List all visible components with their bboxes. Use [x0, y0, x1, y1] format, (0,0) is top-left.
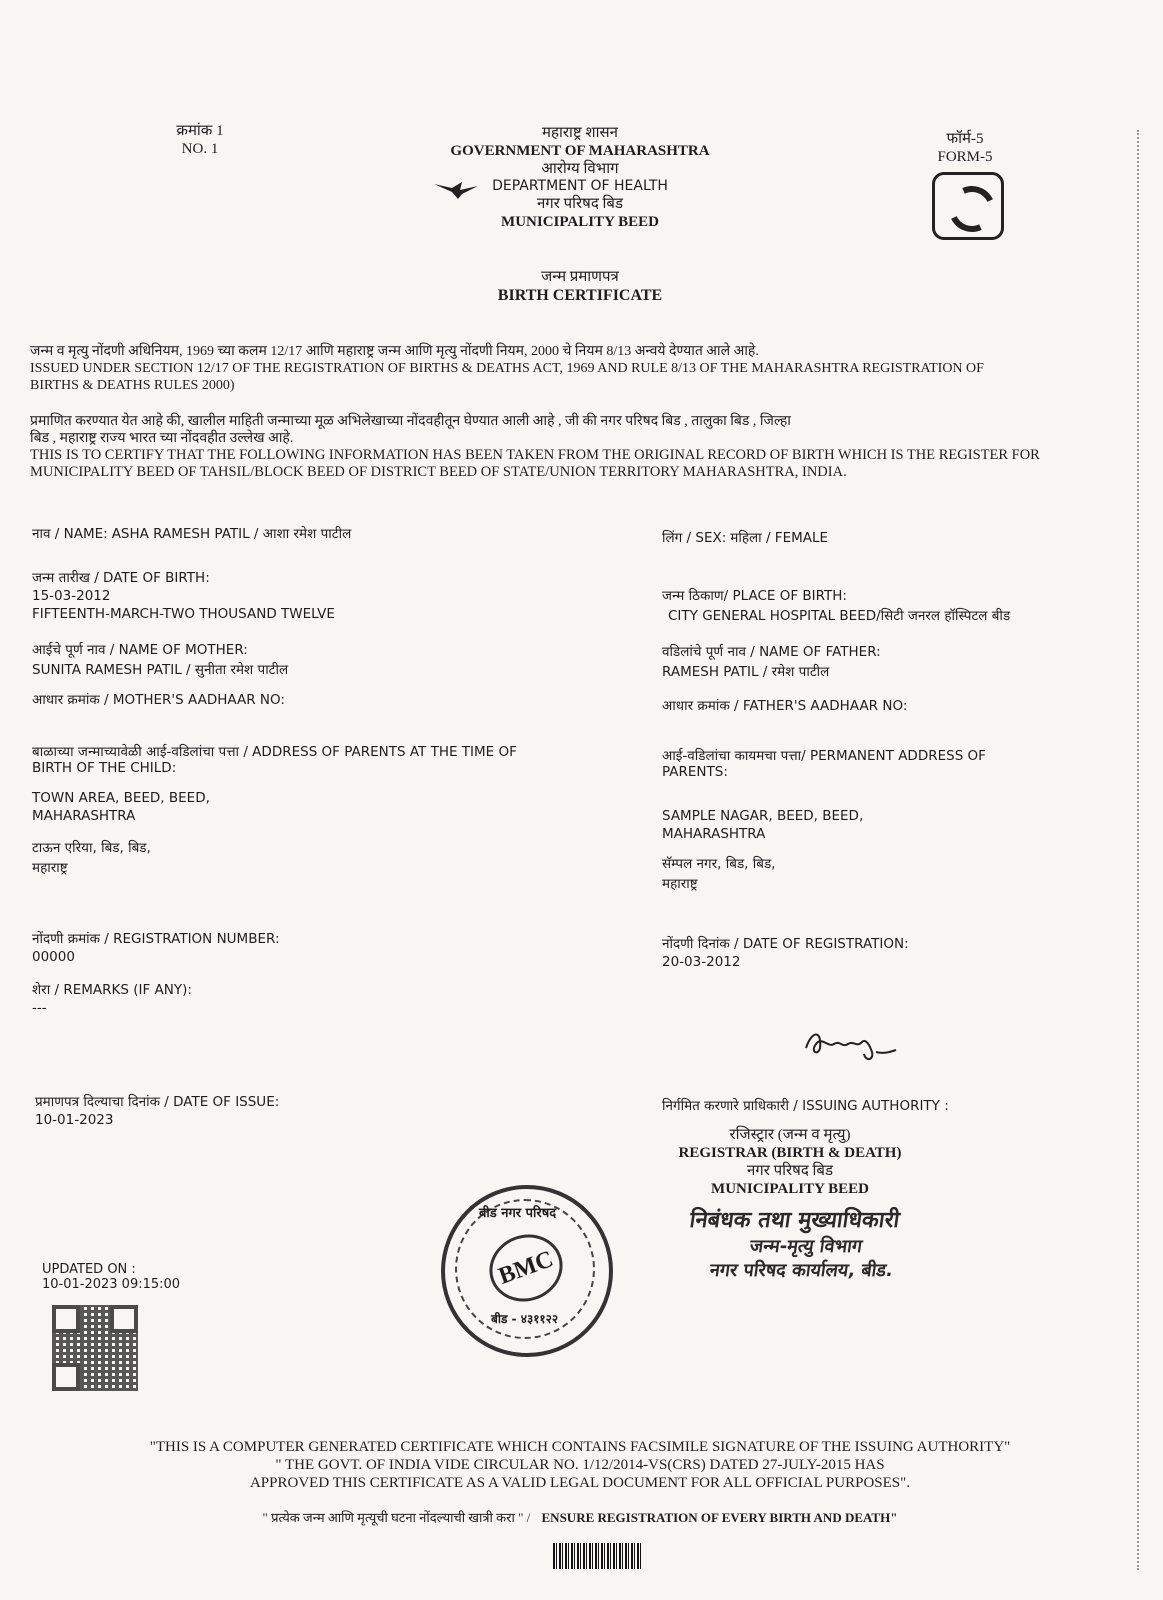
permanent-address-mr-line1: सॅम्पल नगर, बिड, बिड, — [662, 856, 776, 872]
name-value: ASHA RAMESH PATIL / आशा रमेश पाटील — [111, 526, 352, 542]
number-label-en: NO. 1 — [181, 141, 219, 157]
sex-label: लिंग / SEX: — [662, 530, 727, 546]
page-edge-border — [1137, 130, 1141, 1570]
father-name-label: वडिलांचे पूर्ण नाव / NAME OF FATHER: — [662, 644, 881, 660]
footer-line-3: APPROVED THIS CERTIFICATE AS A VALID LEGAL DOCUMENT FOR ALL OFFICIAL PURPOSES". — [249, 1475, 911, 1491]
father-aadhaar-field — [662, 696, 907, 714]
place-of-birth-field — [662, 586, 1010, 624]
registrar-municipality-en: MUNICIPALITY BEED — [711, 1181, 869, 1197]
official-name-stamp — [690, 1204, 1010, 1282]
permanent-address-label-line2: PARENTS: — [662, 764, 728, 780]
facsimile-signature — [800, 1018, 900, 1066]
registrar-municipality-mr: नगर परिषद बिड — [746, 1163, 834, 1179]
mother-aadhaar-label: आधार क्रमांक / MOTHER'S AADHAAR NO: — [32, 692, 285, 708]
footer-line-1: "THIS IS A COMPUTER GENERATED CERTIFICATE WHICH CONTAINS FACSIMILE SIGNATURE OF THE ISSUING AUTHORITY" — [149, 1439, 1011, 1455]
title-en: BIRTH CERTIFICATE — [497, 287, 663, 304]
municipal-seal — [441, 1185, 613, 1357]
dob-label: जन्म तारीख / DATE OF BIRTH: — [32, 570, 210, 586]
place-of-birth-value: CITY GENERAL HOSPITAL BEED/सिटी जनरल हॉस्पिटल बीड — [668, 608, 1011, 624]
registrar-title-mr: रजिस्ट्रार (जन्म व मृत्यु) — [729, 1127, 851, 1143]
family-welfare-emblem-icon — [932, 172, 1004, 240]
remarks-field — [32, 980, 192, 1016]
remarks-value: --- — [32, 1000, 47, 1016]
govt-name-en: GOVERNMENT OF MAHARASHTRA — [450, 143, 710, 159]
mother-name-label: आईचे पूर्ण नाव / NAME OF MOTHER: — [32, 642, 248, 658]
seal-ring-text: बीड नगर परिषद — [479, 1206, 557, 1221]
title-mr: जन्म प्रमाणपत्र — [541, 269, 619, 285]
father-name-value: RAMESH PATIL / रमेश पाटील — [662, 664, 830, 680]
registrar-title-en: REGISTRAR (BIRTH & DEATH) — [678, 1145, 902, 1161]
issued-under-mr: जन्म व मृत्यु नोंदणी अधिनियम, 1969 च्या कलम 12/17 आणि महाराष्ट्र जन्म आणि मृत्यु नोंदणी नियम, 2000 चे नियम 8/13 अन्वये देण्यात आले आहे. — [30, 344, 759, 359]
bird-emblem-icon — [432, 178, 480, 200]
stamp-line-2: जन्म-मृत्यु विभाग — [748, 1236, 864, 1257]
date-of-birth-field — [32, 568, 335, 622]
form-label-en: FORM-5 — [937, 149, 993, 165]
barcode — [553, 1543, 641, 1569]
sex-value: महिला / FEMALE — [730, 530, 829, 546]
certification-statement — [30, 413, 1120, 481]
father-name-field — [662, 642, 881, 680]
certify-en-line1: THIS IS TO CERTIFY THAT THE FOLLOWING INFORMATION HAS BEEN TAKEN FROM THE ORIGINAL RECORD OF BIRTH WHICH IS THE REGISTER FOR — [30, 447, 1040, 463]
permanent-address-mr-line2: महाराष्ट्र — [662, 876, 698, 892]
place-of-birth-label: जन्म ठिकाण/ PLACE OF BIRTH: — [662, 588, 847, 604]
address-at-birth-en-line1: TOWN AREA, BEED, BEED, — [32, 790, 210, 806]
footer-slogan — [100, 1508, 1060, 1526]
address-at-birth-mr-line1: टाऊन एरिया, बिड, बिड, — [32, 840, 151, 856]
address-at-birth-label-line1: बाळाच्या जन्माच्यावेळी आई-वडिलांचा पत्ता / ADDRESS OF PARENTS AT THE TIME OF — [32, 744, 517, 760]
certify-mr-line2: बिड , महाराष्ट्र राज्य भारत च्या नोंदवहीत उल्लेख आहे. — [30, 431, 294, 446]
updated-on-label: UPDATED ON : — [42, 1262, 136, 1277]
certificate-title — [420, 268, 740, 306]
dob-words: FIFTEENTH-MARCH-TWO THOUSAND TWELVE — [32, 606, 335, 622]
municipality-name-mr: नगर परिषद बिड — [536, 196, 624, 212]
qr-code — [52, 1305, 138, 1391]
registration-number-value: 00000 — [32, 949, 75, 965]
issuing-authority-field — [662, 1096, 949, 1114]
updated-on-field — [42, 1262, 180, 1292]
mother-aadhaar-field — [32, 690, 285, 708]
dept-name-en: DEPARTMENT OF HEALTH — [492, 178, 668, 194]
stamp-line-3: नगर परिषद कार्यालय, बीड. — [708, 1260, 895, 1281]
certify-en-line2: MUNICIPALITY BEED OF TAHSIL/BLOCK BEED OF DISTRICT BEED OF STATE/UNION TERRITORY MAHARASHTRA, INDIA. — [30, 464, 847, 480]
registration-date-value: 20-03-2012 — [662, 954, 741, 970]
seal-center-text: BMC — [480, 1224, 572, 1311]
certify-mr-line1: प्रमाणित करण्यात येत आहे की, खालील माहिती जन्माच्या मूळ अभिलेखाच्या नोंदवहीतून घेण्यात आली आहे , जी की नगर परिषद बिड , तालुका बिड , जिल्हा — [30, 414, 791, 429]
permanent-address-en-line1: SAMPLE NAGAR, BEED, BEED, — [662, 808, 864, 824]
govt-name-mr: महाराष्ट्र शासन — [542, 125, 618, 141]
issued-under-en-line1: ISSUED UNDER SECTION 12/17 OF THE REGISTRATION OF BIRTHS & DEATHS ACT, 1969 AND RULE 8/13 OF THE MAHARASHTRA REGISTRATION OF — [30, 361, 984, 376]
footer-line-2: " THE GOVT. OF INDIA VIDE CIRCULAR NO. 1/12/2014-VS(CRS) DATED 27-JULY-2015 HAS — [275, 1457, 885, 1473]
address-at-birth-field — [32, 742, 517, 876]
remarks-label: शेरा / REMARKS (IF ANY): — [32, 982, 192, 998]
certificate-number — [170, 122, 230, 158]
registration-number-label: नोंदणी क्रमांक / REGISTRATION NUMBER: — [32, 931, 280, 947]
dept-name-mr: आरोग्य विभाग — [541, 161, 619, 177]
registration-date-field — [662, 934, 909, 970]
form-number — [920, 130, 1010, 166]
date-of-issue-value: 10-01-2023 — [35, 1112, 114, 1128]
address-at-birth-mr-line2: महाराष्ट्र — [32, 860, 68, 876]
registration-number-field — [32, 929, 280, 965]
registration-date-label: नोंदणी दिनांक / DATE OF REGISTRATION: — [662, 936, 909, 952]
dob-value: 15-03-2012 — [32, 588, 111, 604]
date-of-issue-field — [35, 1092, 279, 1128]
form-label-mr: फॉर्म-5 — [946, 131, 984, 147]
issued-under-section — [30, 343, 1120, 394]
mother-name-field — [32, 640, 288, 678]
seal-bottom-text: बीड - ४३११२२ — [491, 1312, 559, 1326]
slogan-en: ENSURE REGISTRATION OF EVERY BIRTH AND DEATH" — [541, 1510, 898, 1525]
name-field — [32, 524, 351, 543]
municipality-name-en: MUNICIPALITY BEED — [501, 214, 659, 230]
permanent-address-en-line2: MAHARASHTRA — [662, 826, 766, 842]
number-label-mr: क्रमांक 1 — [176, 123, 224, 139]
sex-field — [662, 528, 828, 547]
stamp-line-1: निबंधक तथा मुख्याधिकारी — [688, 1208, 902, 1233]
address-at-birth-en-line2: MAHARASHTRA — [32, 808, 136, 824]
mother-name-value: SUNITA RAMESH PATIL / सुनीता रमेश पाटील — [32, 662, 289, 678]
name-label: नाव / NAME: — [32, 526, 108, 542]
permanent-address-label-line1: आई-वडिलांचा कायमचा पत्ता/ PERMANENT ADDRESS OF — [662, 748, 986, 764]
address-at-birth-label-line2: BIRTH OF THE CHILD: — [32, 760, 177, 776]
authority-designation — [660, 1126, 920, 1198]
date-of-issue-label: प्रमाणपत्र दिल्याचा दिनांक / DATE OF ISSUE: — [35, 1094, 280, 1110]
permanent-address-field — [662, 746, 986, 892]
slogan-mr: " प्रत्येक जन्म आणि मृत्यूची घटना नोंदल्याची खात्री करा " / — [262, 1510, 531, 1525]
issued-under-en-line2: BIRTHS & DEATHS RULES 2000) — [30, 378, 235, 393]
updated-on-value: 10-01-2023 09:15:00 — [42, 1277, 181, 1292]
father-aadhaar-label: आधार क्रमांक / FATHER'S AADHAAR NO: — [662, 698, 908, 714]
footer-notice — [100, 1438, 1060, 1492]
issuing-authority-label: निर्गमित करणारे प्राधिकारी / ISSUING AUTHORITY : — [662, 1098, 949, 1114]
